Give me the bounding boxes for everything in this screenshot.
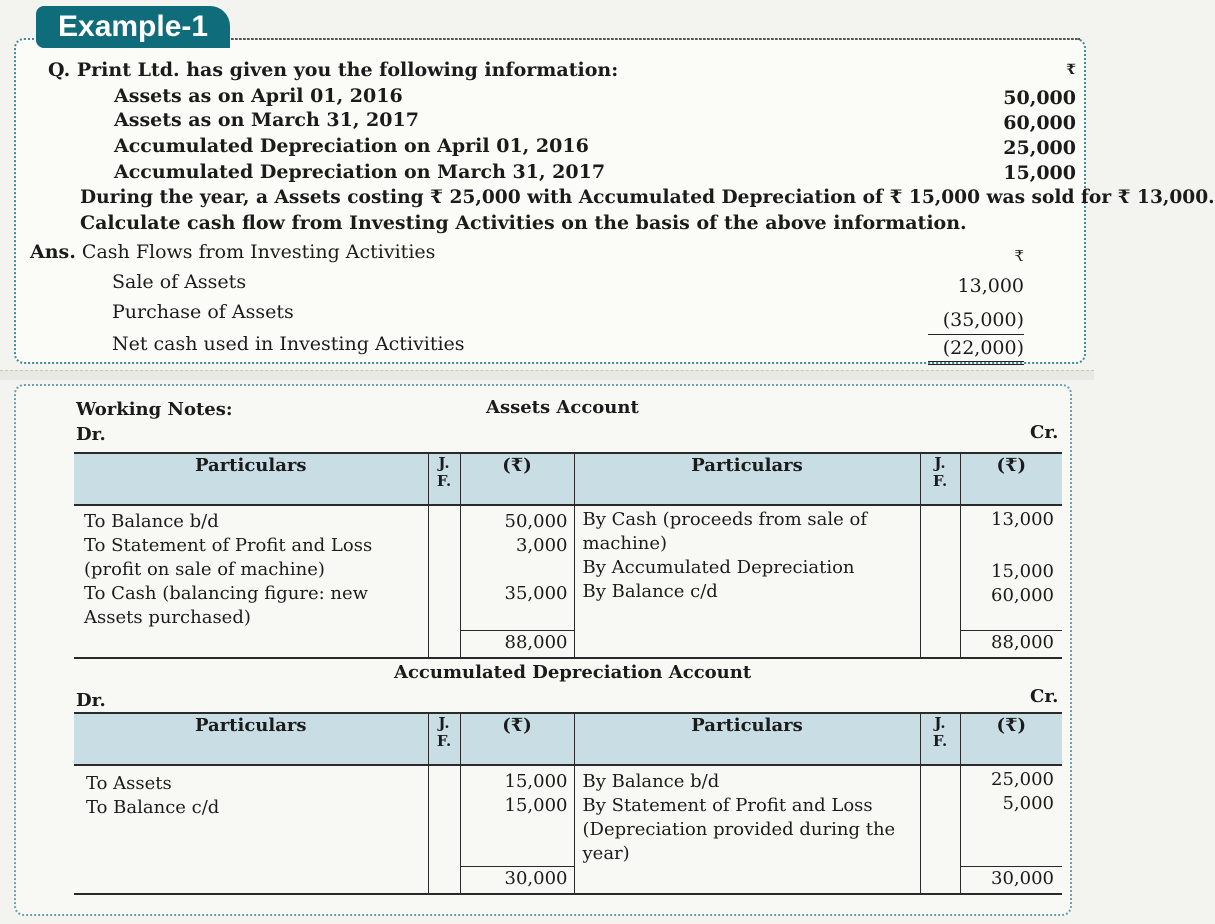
currency-symbol: ₹ [1066, 62, 1076, 78]
question-prefix: Q. [48, 59, 71, 81]
answer-item-label-3: Net cash used in Investing Activities [112, 333, 465, 355]
question-text: Print Ltd. has given you the following information: [76, 59, 619, 81]
depreciation-credit-amounts [960, 765, 1062, 866]
depreciation-ledger [74, 712, 1062, 895]
assets-credit-particulars [574, 505, 920, 630]
depreciation-cr-label: Cr. [1030, 686, 1059, 707]
jf-cell [920, 765, 960, 866]
header-jf: J. F. [428, 453, 460, 505]
assets-credit-amounts [960, 505, 1062, 630]
header-jf: J. F. [920, 713, 960, 765]
ledger-entry: To Cash (balancing figure: new Assets purchased) [84, 583, 369, 628]
ledger-entry: To Balance c/d [86, 797, 220, 818]
ledger-amount: 3,000 [515, 535, 568, 556]
jf-cell [428, 765, 460, 866]
ledger-entry: To Assets [86, 773, 172, 794]
info-value-4: 15,000 [1003, 162, 1076, 184]
info-label-3: Accumulated Depreciation on April 01, 2016 [114, 135, 589, 157]
info-label-1: Assets as on April 01, 2016 [114, 85, 403, 107]
ledger-entry: To Statement of Profit and Loss (profit on sale of machine) [84, 535, 373, 580]
assets-account-title: Assets Account [486, 397, 639, 418]
ledger-entry: By Cash (proceeds from sale of machine) [582, 509, 868, 554]
assets-debit-particulars [74, 505, 428, 630]
info-value-3: 25,000 [1003, 137, 1076, 159]
example-tag: Example-1 [36, 6, 230, 48]
header-jf: J. F. [920, 453, 960, 505]
working-notes-title: Working Notes: [76, 399, 233, 420]
header-jf: J. F. [428, 713, 460, 765]
answer-item-label-2: Purchase of Assets [112, 301, 294, 323]
depreciation-dr-label: Dr. [76, 690, 106, 711]
answer-line [30, 240, 435, 264]
ledger-amount: 13,000 [991, 509, 1054, 530]
ledger-amount: 15,000 [991, 561, 1054, 582]
question-line [48, 58, 618, 82]
jf-cell [428, 505, 460, 630]
question-detail-2: Calculate cash flow from Investing Activities on the basis of the above information. [80, 212, 967, 234]
tag-divider [220, 38, 1080, 40]
assets-debit-amounts [460, 505, 574, 630]
assets-credit-total: 88,000 [960, 630, 1062, 658]
answer-item-value-3: (22,000) [928, 336, 1024, 365]
header-amount: (₹) [460, 713, 574, 765]
answer-item-value-2: (35,000) [928, 308, 1024, 335]
depreciation-debit-total: 30,000 [460, 866, 574, 894]
assets-ledger [74, 452, 1062, 659]
answer-currency: ₹ [1014, 247, 1024, 265]
info-value-2: 60,000 [1003, 112, 1076, 134]
section-divider [0, 370, 1094, 380]
ledger-amount: 15,000 [504, 771, 568, 792]
header-amount: (₹) [960, 713, 1062, 765]
question-detail-1: During the year, a Assets costing ₹ 25,000 with Accumulated Depreciation of ₹ 15,000 was sold for ₹ 13,000. [80, 187, 1215, 208]
answer-item-value-1: 13,000 [957, 275, 1024, 297]
header-amount: (₹) [960, 453, 1062, 505]
header-particulars: Particulars [574, 453, 920, 505]
depreciation-account-title: Accumulated Depreciation Account [394, 662, 752, 683]
header-particulars: Particulars [74, 453, 428, 505]
assets-debit-total: 88,000 [460, 630, 574, 658]
header-particulars: Particulars [74, 713, 428, 765]
answer-prefix: Ans. [30, 241, 76, 263]
ledger-entry: By Accumulated Depreciation [582, 557, 855, 578]
answer-item-label-1: Sale of Assets [112, 271, 247, 293]
ledger-entry: To Balance b/d [84, 511, 219, 532]
info-label-2: Assets as on March 31, 2017 [114, 109, 419, 131]
header-amount: (₹) [460, 453, 574, 505]
depreciation-credit-total: 30,000 [960, 866, 1062, 894]
info-label-4: Accumulated Depreciation on March 31, 2017 [114, 161, 606, 183]
ledger-amount: 15,000 [504, 795, 568, 816]
ledger-amount: 25,000 [991, 769, 1054, 790]
ledger-entry: By Balance b/d [582, 771, 720, 792]
jf-cell [920, 505, 960, 630]
assets-dr-label: Dr. [76, 424, 106, 445]
ledger-amount: 5,000 [1002, 793, 1054, 814]
answer-title: Cash Flows from Investing Activities [81, 241, 436, 263]
depreciation-credit-particulars [574, 765, 920, 866]
ledger-amount: 50,000 [504, 511, 568, 532]
header-particulars: Particulars [574, 713, 920, 765]
ledger-entry: By Statement of Profit and Loss (Depreciation provided during the year) [582, 795, 896, 864]
info-value-1: 50,000 [1003, 87, 1076, 109]
depreciation-debit-amounts [460, 765, 574, 866]
ledger-amount: 60,000 [991, 585, 1054, 606]
depreciation-debit-particulars [74, 765, 428, 866]
ledger-amount: 35,000 [504, 583, 568, 604]
assets-cr-label: Cr. [1030, 422, 1059, 443]
ledger-entry: By Balance c/d [582, 581, 718, 602]
